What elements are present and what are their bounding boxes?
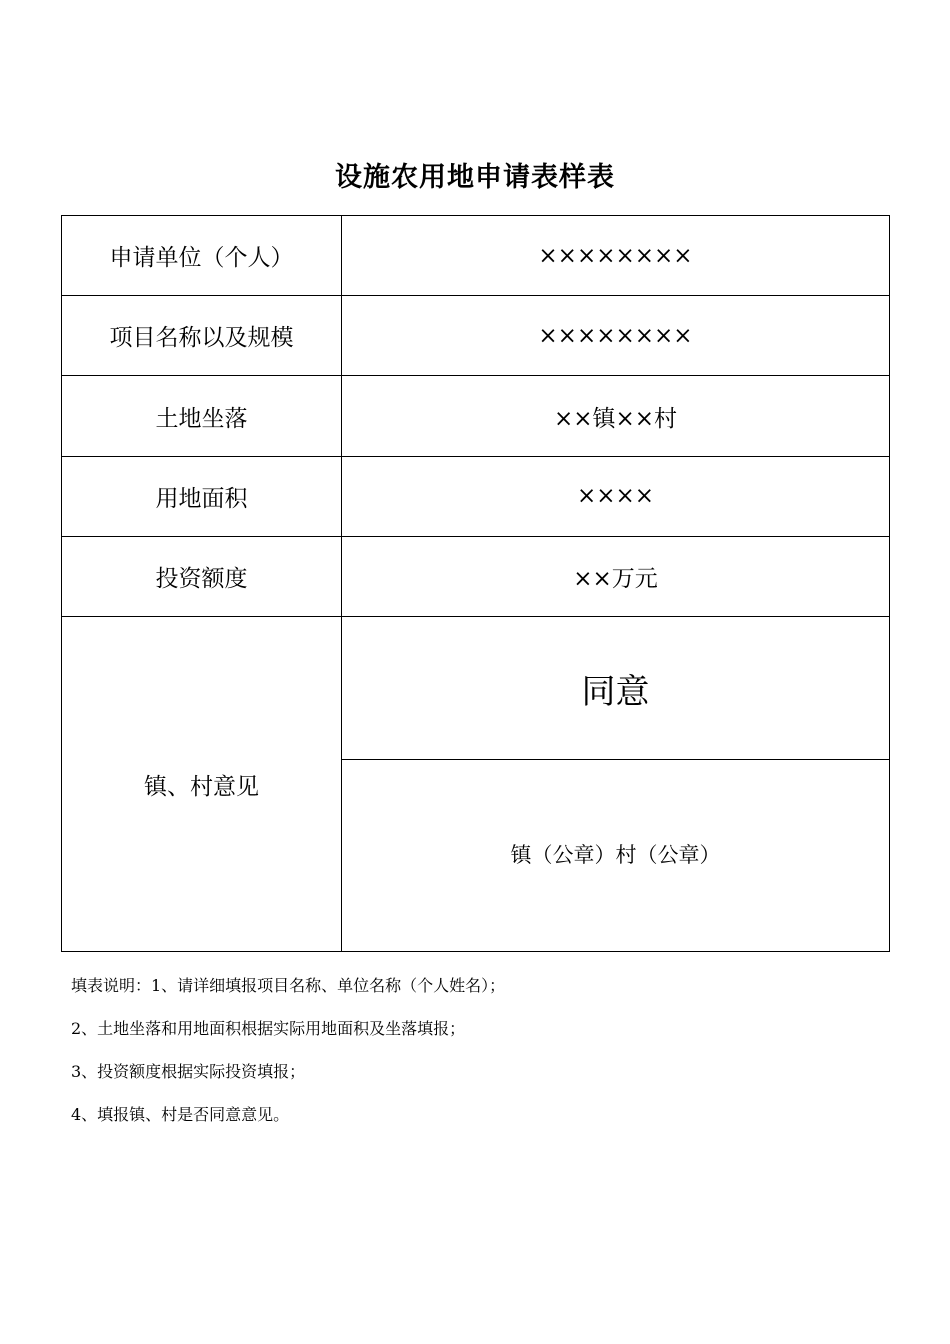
instruction-line-2: 2、土地坐落和用地面积根据实际用地面积及坐落填报；: [71, 1019, 466, 1038]
land-location-value: ××镇××村: [342, 376, 890, 456]
land-area-value: ××××: [342, 456, 890, 536]
filling-instructions: [71, 972, 891, 1144]
investment-value: ××万元: [342, 536, 890, 616]
applicant-value: ××××××××: [342, 216, 890, 296]
official-seal-text: 镇（公章）村（公章）: [510, 843, 721, 868]
opinion-decision-cell: [342, 617, 890, 760]
row-applicant: [62, 216, 890, 296]
form-title: 设施农用地申请表样表: [335, 162, 615, 193]
applicant-label: 申请单位（个人）: [62, 216, 342, 296]
investment-label: 投资额度: [62, 536, 342, 616]
project-name-label: 项目名称以及规模: [62, 296, 342, 376]
row-land-location: [62, 376, 890, 456]
row-investment: [62, 536, 890, 616]
seal-cell: [342, 760, 890, 952]
land-area-label: 用地面积: [62, 456, 342, 536]
row-project-name: [62, 296, 890, 376]
row-opinion: [62, 617, 890, 760]
application-form-table: [61, 215, 890, 952]
project-name-value: ××××××××: [342, 296, 890, 376]
instruction-line-3: 3、投资额度根据实际投资填报；: [71, 1062, 306, 1081]
opinion-decision: 同意: [581, 671, 650, 712]
opinion-label: 镇、村意见: [62, 617, 342, 952]
instruction-line-4: 4、填报镇、村是否同意意见。: [71, 1105, 290, 1124]
land-location-label: 土地坐落: [62, 376, 342, 456]
instruction-line-1: 填表说明：1、请详细填报项目名称、单位名称（个人姓名）；: [71, 976, 506, 995]
row-land-area: [62, 456, 890, 536]
